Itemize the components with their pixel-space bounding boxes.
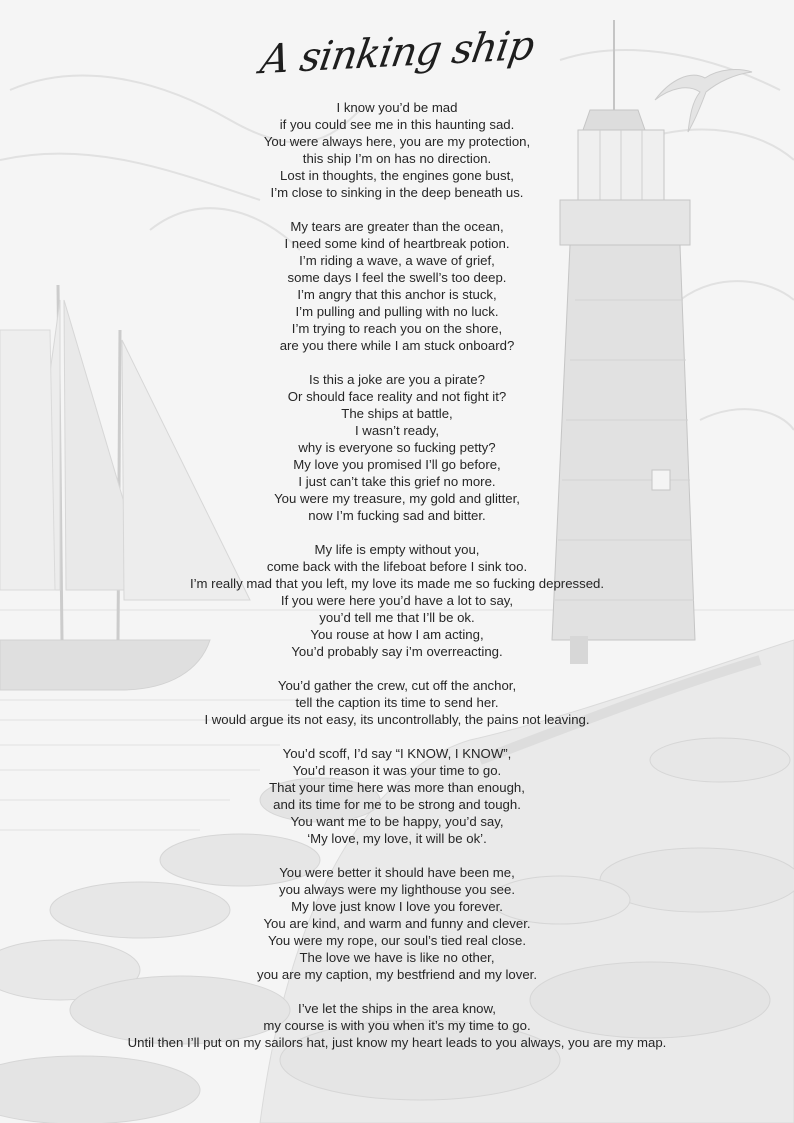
poem-line: You were my rope, our soul’s tied real close. [267, 933, 527, 948]
poem-line: I would argue its not easy, its uncontrollably, the pains not leaving. [204, 712, 590, 727]
poem-body [0, 99, 794, 1068]
poem-line: come back with the lifeboat before I sink too. [266, 559, 528, 574]
poem-line: You’d reason it was your time to go. [292, 763, 502, 778]
stanza [0, 541, 794, 660]
stanza [0, 1000, 794, 1051]
poem-line: Is this a joke are you a pirate? [309, 372, 485, 387]
poem-line: I need some kind of heartbreak potion. [284, 236, 510, 251]
stanza [0, 99, 794, 201]
poem-line: I wasn’t ready, [354, 423, 440, 438]
poem-line: You’d probably say i’m overreacting. [291, 644, 503, 659]
poem-line: I’m angry that this anchor is stuck, [297, 287, 497, 302]
poem-line: are you there while I am stuck onboard? [279, 338, 515, 353]
poem-line: My life is empty without you, [314, 542, 480, 557]
poem-line: You were always here, you are my protection, [263, 134, 531, 149]
poem-line: I’m riding a wave, a wave of grief, [299, 253, 495, 268]
poem-line: My tears are greater than the ocean, [290, 219, 504, 234]
poem-line: My love just know I love you forever. [291, 899, 503, 914]
poem-line: I’m trying to reach you on the shore, [291, 321, 503, 336]
poem-line: I’m really mad that you left, my love its made me so fucking depressed. [189, 576, 605, 591]
stanza [0, 677, 794, 728]
stanza [0, 864, 794, 983]
poem-title: A sinking ship [257, 22, 537, 84]
poem-line: tell the caption its time to send her. [295, 695, 499, 710]
poem-line: some days I feel the swell’s too deep. [287, 270, 507, 285]
poem-line: you’d tell me that I’ll be ok. [319, 610, 475, 625]
poem-line: The ships at battle, [341, 406, 453, 421]
stanza [0, 218, 794, 354]
poem-line: You are kind, and warm and funny and clever. [263, 916, 531, 931]
stanza [0, 745, 794, 847]
poem-line: this ship I’m on has no direction. [302, 151, 492, 166]
poem-line: You’d gather the crew, cut off the anchor, [277, 678, 517, 693]
poem-line: You were my treasure, my gold and glitter, [274, 491, 520, 506]
poem-line: Until then I’ll put on my sailors hat, just know my heart leads to you always, you are my map. [127, 1035, 667, 1050]
poem-line: I know you’d be mad [336, 100, 458, 115]
poem-line: My love you promised I’ll go before, [293, 457, 501, 472]
poem-line: You rouse at how I am acting, [310, 627, 484, 642]
poem-line: That your time here was more than enough, [269, 780, 525, 795]
poem-line: I’m pulling and pulling with no luck. [295, 304, 499, 319]
poem-line: you are my caption, my bestfriend and my lover. [257, 967, 537, 982]
poem-line: my course is with you when it’s my time to go. [263, 1018, 531, 1033]
poem-line: Or should face reality and not fight it? [287, 389, 507, 404]
poem-line: Lost in thoughts, the engines gone bust, [280, 168, 514, 183]
poem-line: You’d scoff, I’d say “I KNOW, I KNOW”, [282, 746, 512, 761]
poem-line: and its time for me to be strong and tough. [273, 797, 521, 812]
poem-line: The love we have is like no other, [299, 950, 495, 965]
poem-line: you always were my lighthouse you see. [278, 882, 516, 897]
poem-line: now I’m fucking sad and bitter. [308, 508, 486, 523]
poem-line: You were better it should have been me, [279, 865, 515, 880]
poem-line: ‘My love, my love, it will be ok’. [307, 831, 487, 846]
poem-line: I’m close to sinking in the deep beneath us. [270, 185, 524, 200]
poem-line: why is everyone so fucking petty? [298, 440, 496, 455]
poem-line: If you were here you’d have a lot to say, [280, 593, 514, 608]
stanza [0, 371, 794, 524]
poem-line: if you could see me in this haunting sad. [279, 117, 515, 132]
poem-line: You want me to be happy, you’d say, [290, 814, 504, 829]
poem-line: I just can’t take this grief no more. [298, 474, 496, 489]
poem-line: I’ve let the ships in the area know, [298, 1001, 496, 1016]
